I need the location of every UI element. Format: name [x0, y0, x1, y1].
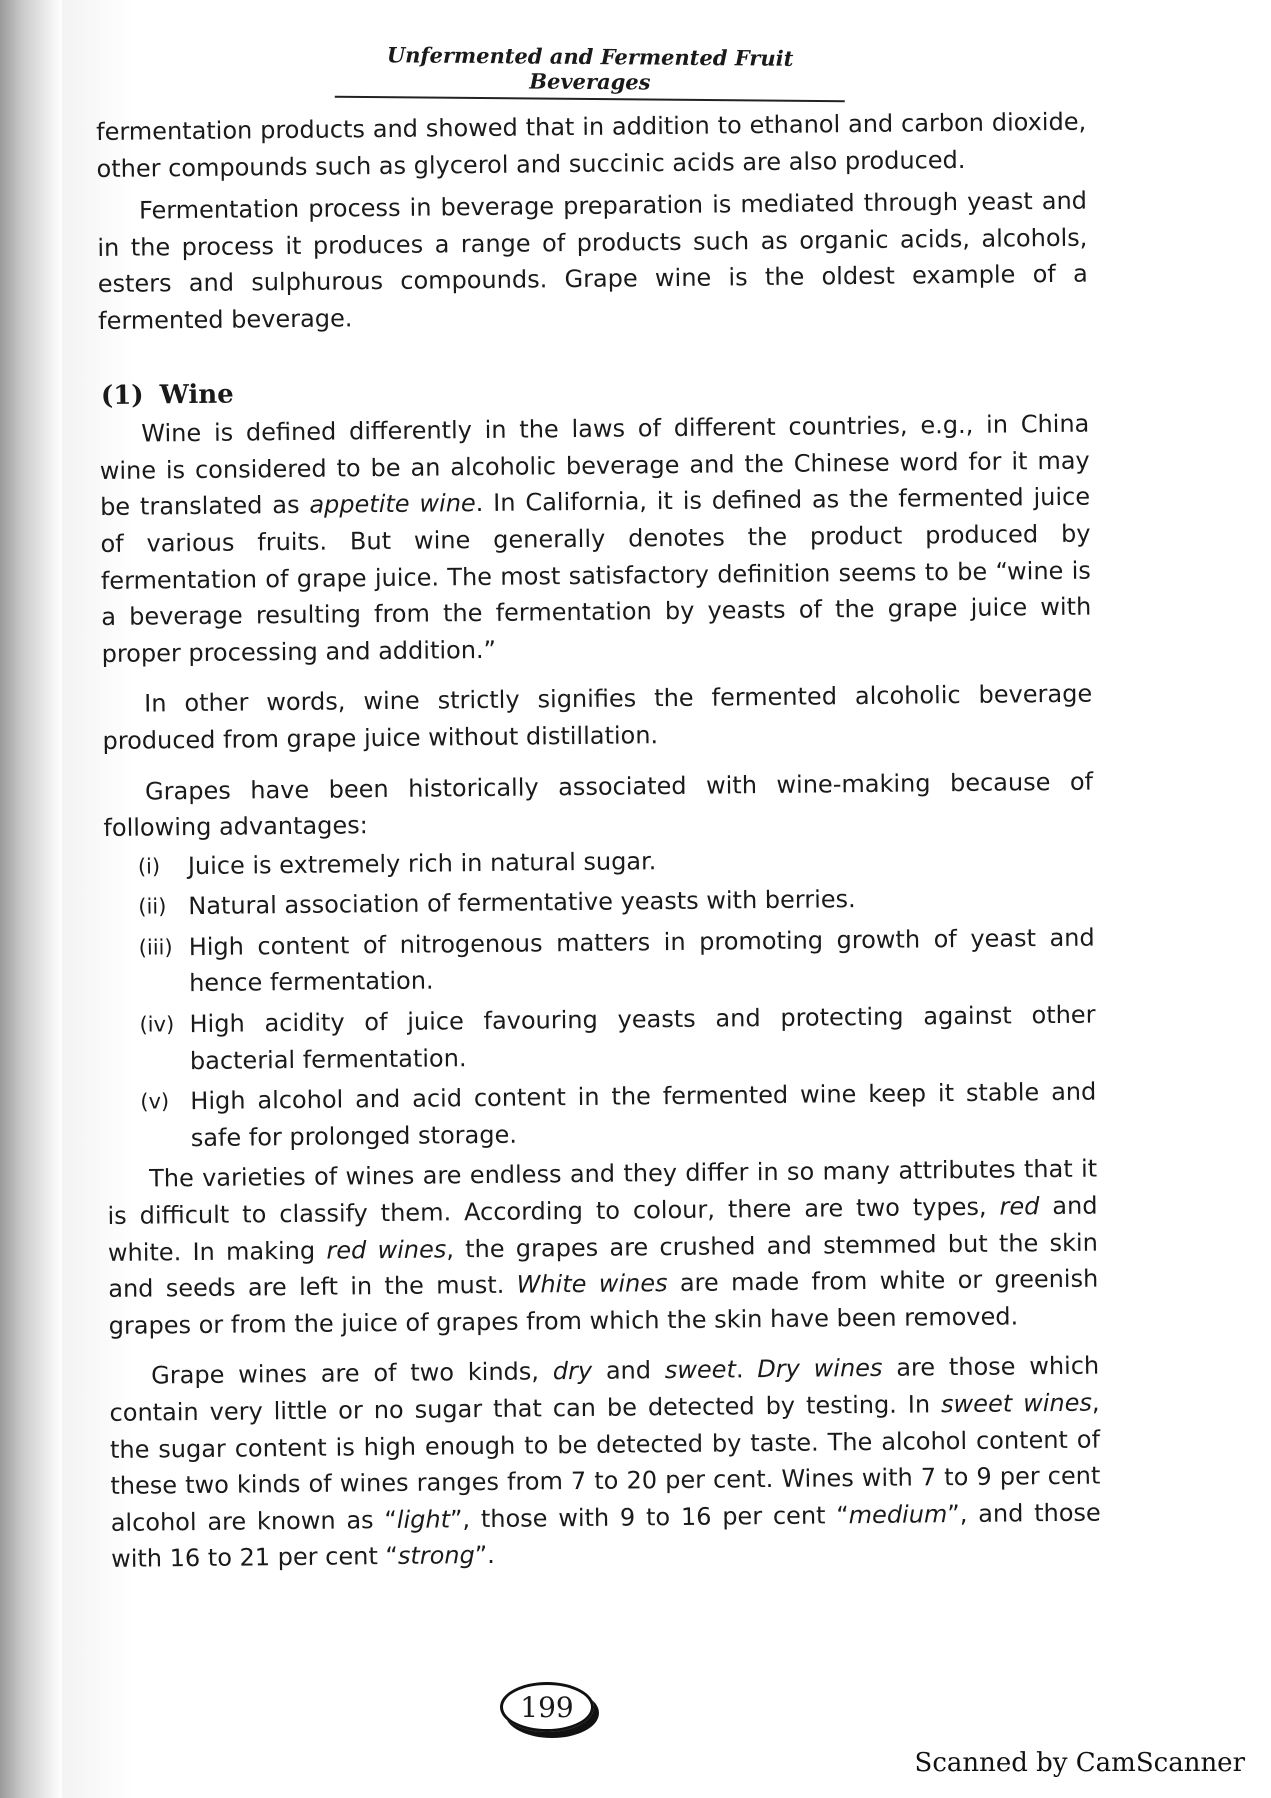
section-number: (1) — [100, 380, 144, 411]
scanner-watermark: Scanned by CamScanner — [914, 1748, 1245, 1778]
wine-other-words-paragraph: In other words, wine strictly signifies the fermented alcoholic beverage produced from grape juice without distillation. — [102, 679, 1093, 755]
page-body — [96, 104, 1101, 1578]
advantages-list — [104, 838, 1097, 1157]
section-title: Wine — [159, 379, 234, 410]
book-spine-shadow — [0, 0, 62, 1798]
list-item: (iv) High acidity of juice favouring yeasts and protecting against other bacterial fermentation. — [139, 1000, 1096, 1075]
page-number: 199 — [500, 1682, 594, 1732]
intro-paragraph-2: Fermentation process in beverage preparation is mediated through yeast and in the process it produces a range of products such as organic acids, alcohols, esters and sulphurous compounds. Grape wine is the oldest example of a fermented beverage. — [97, 186, 1088, 335]
grapes-advantages-paragraph: Grapes have been historically associated with wine-making because of following advantages: — [103, 767, 1094, 843]
list-item: (i) Juice is extremely rich in natural sugar. — [137, 846, 657, 880]
list-item: (ii) Natural association of fermentative yeasts with berries. — [138, 885, 856, 921]
list-item: (v) High alcohol and acid content in the fermented wine keep it stable and safe for prolonged storage. — [140, 1077, 1097, 1152]
wine-kinds-paragraph: Grape wines are of two kinds, dry and sweet. Dry wines are those which contain very little or no sugar that can be detected by testing. In sweet wines, the sugar content is high enough to be detected by taste. The alcohol content of these two kinds of wines ranges from 7 to 20 per cent. Wines with 7 to 9 per cent alcohol are known as “light”, those with 9 to 16 per cent “medium”, and those with 16 to 21 per cent “strong”. — [109, 1351, 1101, 1574]
running-head: Unfermented and Fermented Fruit Beverages — [335, 42, 845, 102]
intro-paragraph-1: fermentation products and showed that in addition to ethanol and carbon dioxide, other compounds such as glycerol and succinic acids are also produced. — [96, 107, 1087, 183]
list-item: (iii) High content of nitrogenous matters in promoting growth of yeast and hence fermentation. — [138, 923, 1095, 998]
wine-varieties-paragraph: The varieties of wines are endless and they differ in so many attributes that it is difficult to classify them. According to colour, there are two types, red and white. In making red wines, the grapes are crushed and stemmed but the skin and seeds are left in the must. White wines are made from white or greenish grapes or from the juice of grapes from which the skin have been removed. — [107, 1155, 1099, 1340]
wine-definition-paragraph: Wine is defined differently in the laws of different countries, e.g., in China wine is considered to be an alcoholic beverage and the Chinese word for it may be translated as appetite wine. In California, it is defined as the fermented juice of various fruits. But wine generally denotes the product produced by fermentation of grape juice. The most satisfactory definition seems to be “wine is a beverage resulting from the fermentation by yeasts of the grape juice with proper processing and addition.” — [99, 409, 1092, 668]
